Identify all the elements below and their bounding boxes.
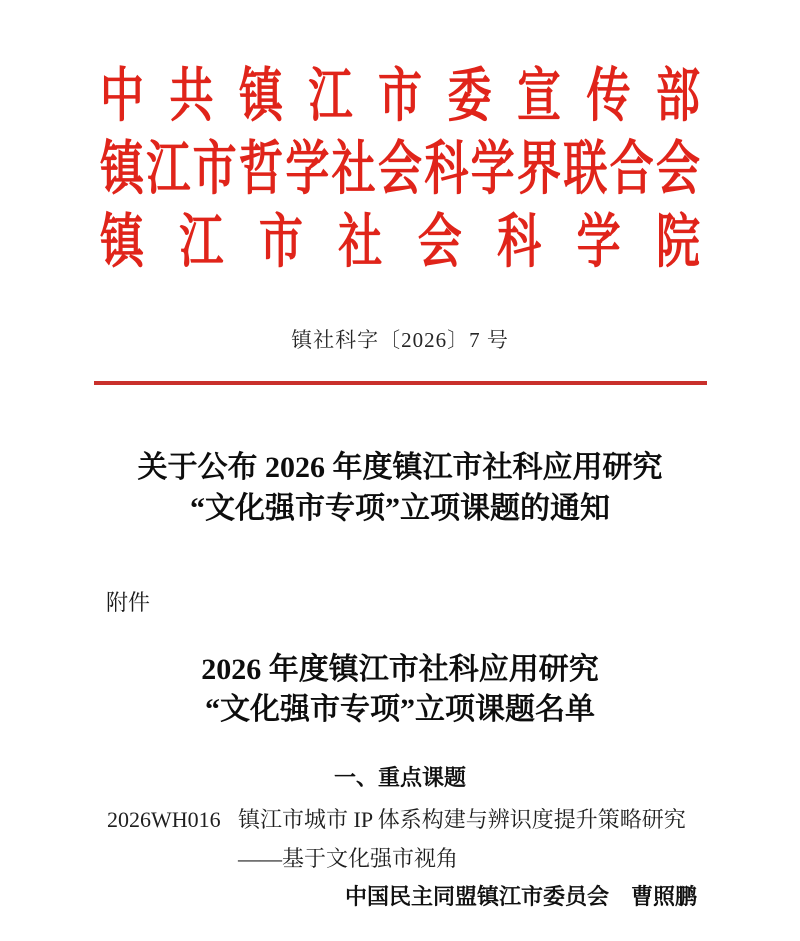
letterhead — [100, 60, 700, 279]
section-heading-key-projects: 一、重点课题 — [333, 765, 466, 790]
letterhead-line-2 — [100, 133, 700, 206]
org-name-academy-of-social-sciences: 镇江市社会科学院 — [100, 209, 700, 275]
org-name-social-science-federation: 镇江市哲学社会科学界联合会 — [100, 136, 700, 202]
notice-title-line2: “文化强市专项”立项课题的通知 — [190, 492, 610, 525]
list-title — [0, 650, 800, 730]
red-divider-rule — [94, 381, 707, 385]
doc-number: 镇社科字〔2026〕7 号 — [291, 328, 509, 352]
project-title: 镇江市城市 IP 体系构建与辨识度提升策略研究 — [238, 807, 686, 832]
project-subtitle: ——基于文化强市视角 — [238, 846, 459, 871]
project-code: 2026WH016 — [107, 807, 221, 832]
attachment-label: 附件 — [106, 590, 151, 615]
list-title-line1: 2026 年度镇江市社科应用研究 — [201, 653, 599, 686]
list-title-line2: “文化强市专项”立项课题名单 — [205, 693, 595, 726]
letterhead-line-1 — [100, 60, 700, 133]
project-row — [107, 806, 707, 834]
notice-title-line1: 关于公布 2026 年度镇江市社科应用研究 — [137, 451, 663, 484]
letterhead-line-3 — [100, 206, 700, 279]
project-affiliation-and-leader: 中国民主同盟镇江市委员会 曹照鹏 — [344, 884, 697, 909]
org-name-propaganda-dept: 中共镇江市委宣传部 — [100, 63, 700, 129]
notice-title — [0, 447, 800, 529]
